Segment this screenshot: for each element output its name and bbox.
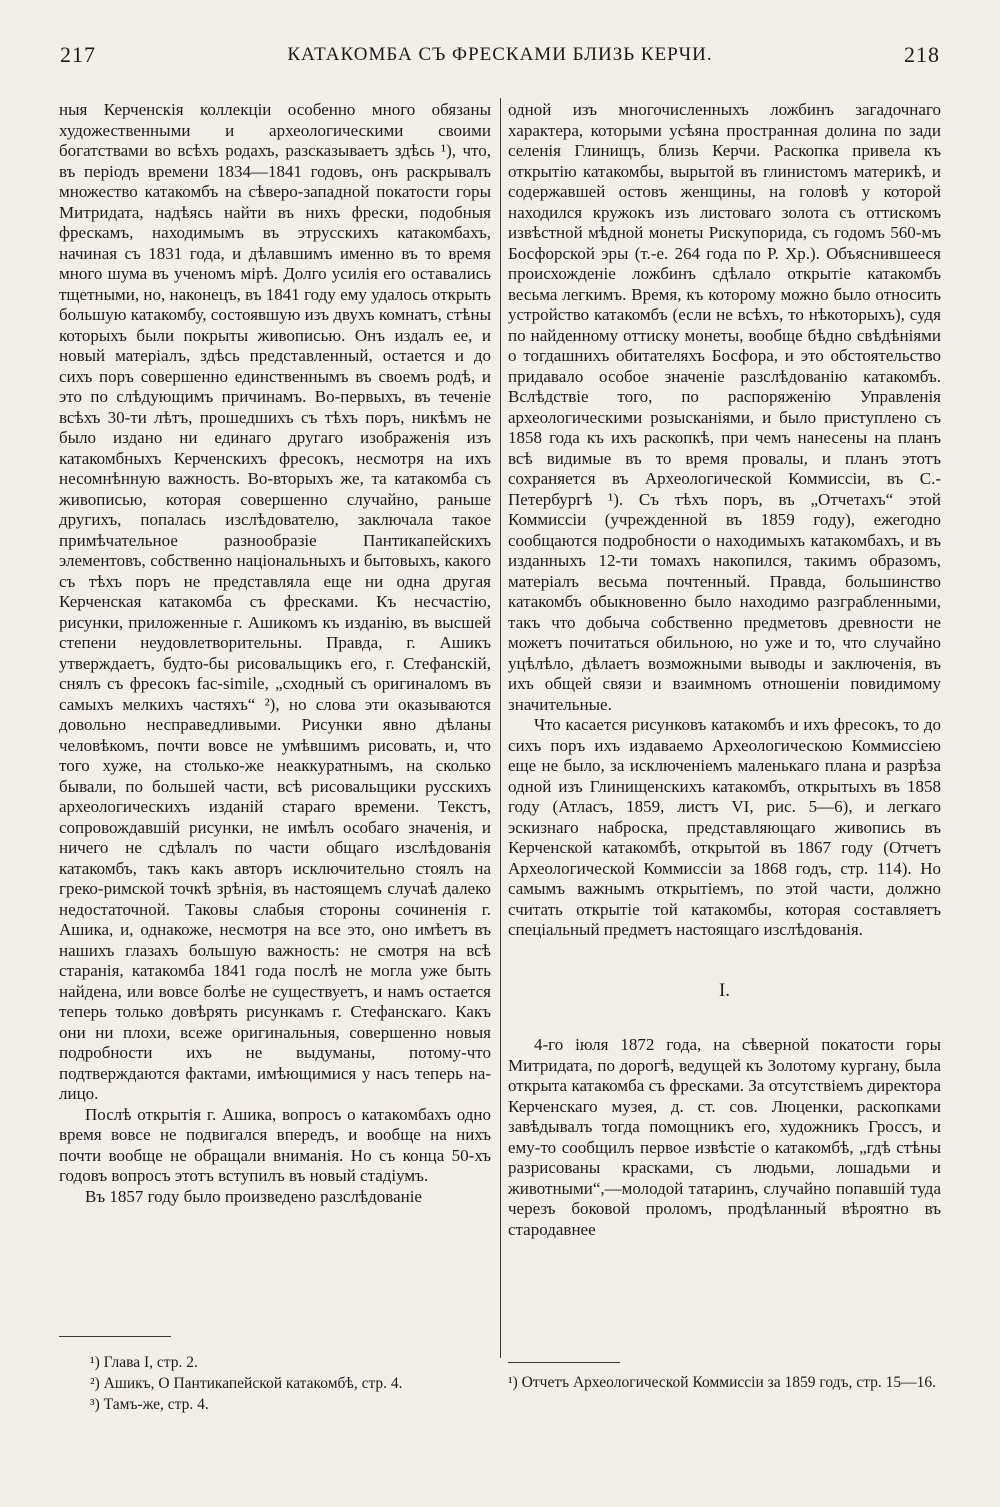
left-paragraph-1: ныя Керченскія коллекціи особенно много обязаны художественными и археологическими своими богатствами во всѣхъ родахъ, разсказываетъ здѣсь ¹), что, въ періодъ времени 1834—1841 годовъ, онъ раскрывалъ множество катакомбъ на сѣверо-западной покатости горы Митридата, надѣясь найти въ нихъ фрески, подобныя фрескамъ, находимымъ въ этрусскихъ катакомбахъ, начиная съ 1831 года, и дѣлавшимъ именно въ то время много шума въ ученомъ мірѣ. Долго усилія его оставались тщетными, но, наконецъ, въ 1841 году ему удалось открыть большую катакомбу, состоявшую изъ двухъ комнатъ, стѣны которыхъ были покрыты живописью. Онъ издалъ ее, и новый матеріалъ, здѣсь представленный, остается и до сихъ поръ совершенно единственнымъ въ своемъ родѣ, и это по слѣдующимъ причинамъ. Во-первыхъ, въ теченіе всѣхъ 30-ти лѣтъ, прошедшихъ съ тѣхъ поръ, никѣмъ не было издано ни единаго другаго изображенія изъ катакомбныхъ Керченскихъ фресокъ, несмотря на ихъ несомнѣнную важность. Во-вторыхъ же, та катакомба съ живописью, которая совершенно случайно, раньше другихъ, попалась изслѣдователю, заключала такое примѣчательное разнообразіе Пантикапейскихъ элементовъ, собственно національныхъ и бытовыхъ, какого съ тѣхъ поръ не представляла еще ни одна другая Керченская катакомба съ фресками. Къ несчастію, рисунки, приложенные г. Ашикомъ къ изданію, въ высшей степени неудовлетворительны. Правда, г. Ашикъ утверждаетъ, будто-бы рисовальщикъ его, г. Стефанскій, снялъ съ фресокъ fac-simile, „сходный съ оригиналомъ въ самыхъ мелкихъ частяхъ“ ²), но слова эти оказываются довольно несправедливыми. Рисунки явно дѣланы человѣкомъ, почти вовсе не умѣвшимъ рисовать, и, что того хуже, на столько-же неаккуратнымъ, на сколько бывали, по большей части, всѣ рисовальщики русскихъ археологическихъ изданій стараго времени. Текстъ, сопровождавшій рисунки, не имѣлъ особаго значенія, и ничего не сдѣлалъ по части общаго изслѣдованія катакомбъ, такъ какъ авторъ исключительно стоялъ на греко-римской точкѣ зрѣнія, въ настоящемъ случаѣ далеко недостаточной. Таковы слабыя стороны сочиненія г. Ашика, и, однакоже, несмотря на все это, оно имѣетъ въ нашихъ глазахъ большую важность: не смотря на всѣ старанія, катакомба 1841 года послѣ не могла уже быть найдена, или вовсе болѣе не существуетъ, и намъ остается теперь только довѣрять рисункамъ г. Стефанскаго. Какъ они ни плохи, всеже оригинальныя, совершенно новыя подробности ихъ не выдуманы, потому-что подтверждаются фактами, имѣющимися у насъ теперь на-лицо. <box>59 100 491 1103</box>
page-number-right: 218 <box>904 42 940 67</box>
running-header <box>60 42 940 78</box>
column-divider <box>500 98 501 1358</box>
footnotes-left <box>90 1352 490 1415</box>
right-paragraph-2: Что касается рисунковъ катакомбъ и ихъ фресокъ, то до сихъ поръ ихъ издаваемо Археологическою Коммиссіею еще не было, за исключеніемъ маленькаго плана и разрѣза одной изъ Глинищенскихъ катакомбъ, открытыхъ въ 1858 году (Атласъ, 1859, листъ VI, рис. 5—6), и легкаго эскизнаго наброска, представляющаго живопись въ Керченской катакомбѣ, открытой въ 1867 году (Отчетъ Археологической Коммиссіи за 1868 годъ, стр. 114). Но самымъ важнымъ открытіемъ, по этой части, должно считать открытіе той катакомбы, которая составляетъ спеціальный предметъ настоящаго изслѣдованія. <box>508 715 941 939</box>
running-title: КАТАКОМБА СЪ ФРЕСКАМИ БЛИЗЬ КЕРЧИ. <box>287 44 713 65</box>
right-paragraph-1: одной изъ многочисленныхъ ложбинъ загадочнаго характера, которыми усѣяна пространная долина по зади селенія Глинищъ, близь Керчи. Раскопка привела къ открытію катакомбы, вырытой въ глинистомъ материкѣ, и содержавшей остовъ женщины, на головѣ у которой находился кружокъ изъ листоваго золота съ оттискомъ извѣстной мѣдной монеты Рискупорида, съ годомъ 560-мъ Босфорской эры (т.-е. 264 года по Р. Хр.). Объяснившееся происхожденіе ложбинъ сдѣлало открытіе катакомбъ весьма легкимъ. Время, къ которому можно было относить устройство катакомбъ (если не всѣхъ, то нѣкоторыхъ), судя по найденному оттиску монеты, вообще бѣдно свѣдѣніями о тогдашнихъ обитателяхъ Босфора, и это обстоятельство придавало особое значеніе разслѣдованію катакомбъ. Вслѣдствіе того, по распоряженію Управленія археологическими розысканіями, и было приступлено съ 1858 года къ ихъ раскопкѣ, при чемъ нанесены на планъ всѣ видимые въ то время провалы, и планъ этотъ сохраняется въ Археологической Коммиссіи, въ С.-Петербургѣ ¹). Съ тѣхъ поръ, въ „Отчетахъ“ этой Коммиссіи (учрежденной въ 1859 году), ежегодно сообщаются подробности о находимыхъ катакомбахъ, и въ изданныхъ 12-ти томахъ накопился, такимъ образомъ, матеріалъ весьма почтенный. Правда, большинство катакомбъ обыкновенно было находимо разграбленными, такъ что добыча собственно предметовъ древности не можетъ почитаться обильною, но уже и то, что случайно уцѣлѣло, дѣлаетъ возможными выводы и заключенія, въ ихъ общей связи и взаимномъ отношеніи повидимому значительные. <box>508 100 941 714</box>
left-paragraph-3: Въ 1857 году было произведено разслѣдованіе <box>85 1186 422 1206</box>
footnote-right-1: ¹) Отчетъ Археологической Коммиссіи за 1859 годъ, стр. 15—16. <box>508 1374 937 1391</box>
left-paragraph-2: Послѣ открытія г. Ашика, вопросъ о катакомбахъ одно время вовсе не подвигался впередъ, и вообще на нихъ почти вообще не обращали вниманія. Но съ конца 50-хъ годовъ вопросъ этотъ вступилъ въ новый стадіумъ. <box>59 1104 491 1185</box>
right-paragraph-3: 4-го іюля 1872 года, на сѣверной покатости горы Митридата, по дорогѣ, ведущей къ Золотому кургану, была открыта катакомба съ фресками. За отсутствіемъ директора Керченскаго музея, д. ст. сов. Люценки, раскопками завѣдывалъ тогда помощникъ его, художникъ Гроссъ, и ему-то сообщилъ первое извѣстіе о катакомбѣ, „гдѣ стѣны разрисованы красками, съ людьми, лошадьми и животными“,—молодой татаринъ, случайно попавшій туда черезъ боковой проломъ, продѣланный вѣроятно въ стародавнее <box>508 1035 941 1239</box>
left-column <box>59 100 491 1207</box>
footnote-rule-left <box>59 1336 171 1337</box>
footnote-rule-right <box>508 1362 620 1363</box>
page-number-left: 217 <box>60 42 96 67</box>
footnote-left-2: ²) Ашикъ, О Пантикапейской катакомбѣ, стр. 4. <box>90 1375 403 1392</box>
section-heading: I. <box>718 979 731 1001</box>
right-column <box>508 100 941 1240</box>
footnotes-right <box>508 1372 941 1393</box>
footnote-left-1: ¹) Глава I, стр. 2. <box>90 1354 198 1371</box>
footnote-left-3: ³) Тамъ-же, стр. 4. <box>90 1396 209 1413</box>
